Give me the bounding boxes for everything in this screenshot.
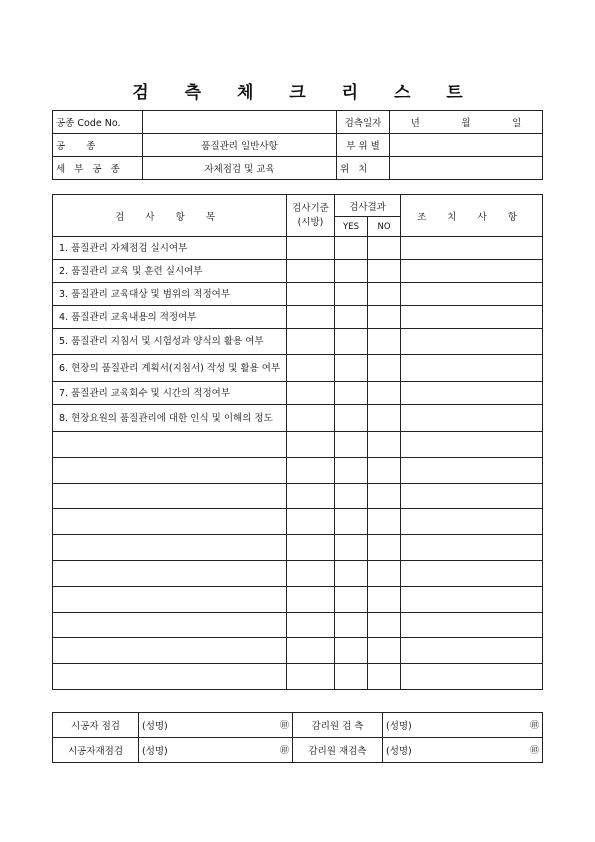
item-text bbox=[53, 483, 287, 509]
yes-cell[interactable] bbox=[335, 283, 368, 306]
signature-row-2 bbox=[53, 738, 543, 763]
detail-work-label: 세 부 공 종 bbox=[53, 157, 143, 180]
col-header-result: 검사결과 bbox=[335, 195, 401, 217]
no-cell[interactable] bbox=[368, 237, 401, 260]
contractor-check-label: 시공자 점검 bbox=[53, 713, 139, 738]
date-month[interactable]: 월 bbox=[441, 111, 492, 134]
no-cell[interactable] bbox=[368, 612, 401, 638]
supervisor-reinspect-sign[interactable] bbox=[383, 738, 543, 763]
item-text bbox=[53, 612, 287, 638]
no-cell[interactable] bbox=[368, 260, 401, 283]
table-row bbox=[53, 664, 543, 690]
criteria-cell[interactable] bbox=[287, 664, 335, 690]
page-title: 검 측 체 크 리 스 트 bbox=[132, 83, 478, 103]
col-header-yes: YES bbox=[335, 217, 368, 237]
action-cell[interactable] bbox=[401, 612, 543, 638]
no-cell[interactable] bbox=[368, 355, 401, 382]
supervisor-inspect-sign[interactable] bbox=[383, 713, 543, 738]
table-row bbox=[53, 237, 543, 260]
inspection-date-label: 검측일자 bbox=[337, 111, 390, 134]
criteria-cell[interactable] bbox=[287, 509, 335, 535]
item-text bbox=[53, 586, 287, 612]
yes-cell[interactable] bbox=[335, 664, 368, 690]
criteria-cell[interactable] bbox=[287, 237, 335, 260]
code-value[interactable] bbox=[143, 111, 337, 134]
yes-cell[interactable] bbox=[335, 509, 368, 535]
work-type-value: 품질관리 일반사항 bbox=[143, 134, 337, 157]
criteria-cell[interactable] bbox=[287, 405, 335, 432]
table-row bbox=[53, 382, 543, 405]
yes-cell[interactable] bbox=[335, 612, 368, 638]
item-text: 5. 품질관리 지침서 및 시험성과 양식의 활용 여부 bbox=[53, 329, 287, 355]
item-text: 8. 현장요원의 품질관리에 대한 인식 및 이해의 정도 bbox=[53, 405, 287, 432]
criteria-cell[interactable] bbox=[287, 306, 335, 329]
part-value[interactable] bbox=[390, 134, 543, 157]
contractor-recheck-sign[interactable] bbox=[139, 738, 293, 763]
checklist-table bbox=[52, 194, 543, 690]
detail-work-value: 자체점검 및 교육 bbox=[143, 157, 337, 180]
criteria-cell[interactable] bbox=[287, 382, 335, 405]
action-cell[interactable] bbox=[401, 457, 543, 483]
table-row bbox=[53, 432, 543, 458]
no-cell[interactable] bbox=[368, 586, 401, 612]
item-text: 4. 품질관리 교육내용의 적정여부 bbox=[53, 306, 287, 329]
item-text bbox=[53, 457, 287, 483]
action-cell[interactable] bbox=[401, 405, 543, 432]
item-text: 1. 품질관리 자체점검 실시여부 bbox=[53, 237, 287, 260]
seal-icon: ㊞ bbox=[529, 746, 539, 756]
table-row bbox=[53, 535, 543, 561]
location-label: 위 치 bbox=[337, 157, 390, 180]
col-header-action: 조 치 사 항 bbox=[401, 195, 543, 237]
no-cell[interactable] bbox=[368, 329, 401, 355]
action-cell[interactable] bbox=[401, 560, 543, 586]
table-row bbox=[53, 405, 543, 432]
criteria-cell[interactable] bbox=[287, 560, 335, 586]
seal-icon: ㊞ bbox=[279, 746, 289, 756]
date-day[interactable]: 일 bbox=[492, 111, 543, 134]
yes-cell[interactable] bbox=[335, 260, 368, 283]
criteria-sub-label: (시방) bbox=[297, 216, 324, 228]
criteria-cell[interactable] bbox=[287, 355, 335, 382]
item-text: 6. 현장의 품질관리 계획서(지침서) 작성 및 활용 여부 bbox=[53, 355, 287, 382]
col-header-criteria bbox=[287, 195, 335, 237]
action-cell[interactable] bbox=[401, 329, 543, 355]
col-header-no: NO bbox=[368, 217, 401, 237]
table-row bbox=[53, 560, 543, 586]
work-type-label: 공 종 bbox=[53, 134, 143, 157]
no-cell[interactable] bbox=[368, 283, 401, 306]
action-cell[interactable] bbox=[401, 237, 543, 260]
action-cell[interactable] bbox=[401, 638, 543, 664]
item-text bbox=[53, 664, 287, 690]
yes-cell[interactable] bbox=[335, 405, 368, 432]
no-cell[interactable] bbox=[368, 382, 401, 405]
no-cell[interactable] bbox=[368, 483, 401, 509]
item-text bbox=[53, 535, 287, 561]
contractor-recheck-label: 시공자재점검 bbox=[53, 738, 139, 763]
code-label: 공종 Code No. bbox=[53, 111, 143, 134]
sign-name-label: (성명) bbox=[142, 721, 168, 732]
yes-cell[interactable] bbox=[335, 638, 368, 664]
table-row bbox=[53, 638, 543, 664]
no-cell[interactable] bbox=[368, 638, 401, 664]
yes-cell[interactable] bbox=[335, 329, 368, 355]
action-cell[interactable] bbox=[401, 382, 543, 405]
action-cell[interactable] bbox=[401, 586, 543, 612]
criteria-cell[interactable] bbox=[287, 483, 335, 509]
item-text: 3. 품질관리 교육대상 및 범위의 적정여부 bbox=[53, 283, 287, 306]
yes-cell[interactable] bbox=[335, 432, 368, 458]
seal-icon: ㊞ bbox=[529, 721, 539, 731]
table-row bbox=[53, 260, 543, 283]
item-text: 2. 품질관리 교육 및 훈련 실시여부 bbox=[53, 260, 287, 283]
table-row bbox=[53, 283, 543, 306]
action-cell[interactable] bbox=[401, 355, 543, 382]
location-value[interactable] bbox=[390, 157, 543, 180]
no-cell[interactable] bbox=[368, 560, 401, 586]
criteria-cell[interactable] bbox=[287, 535, 335, 561]
sign-name-label: (성명) bbox=[386, 721, 412, 732]
col-header-item: 검 사 항 목 bbox=[53, 195, 287, 237]
no-cell[interactable] bbox=[368, 535, 401, 561]
supervisor-inspect-label: 감리원 검 측 bbox=[293, 713, 383, 738]
criteria-cell[interactable] bbox=[287, 612, 335, 638]
table-row bbox=[53, 612, 543, 638]
item-text bbox=[53, 560, 287, 586]
action-cell[interactable] bbox=[401, 664, 543, 690]
table-row bbox=[53, 457, 543, 483]
yes-cell[interactable] bbox=[335, 535, 368, 561]
criteria-cell[interactable] bbox=[287, 457, 335, 483]
yes-cell[interactable] bbox=[335, 355, 368, 382]
table-row bbox=[53, 509, 543, 535]
header-row-detail bbox=[53, 157, 543, 180]
yes-cell[interactable] bbox=[335, 560, 368, 586]
part-label: 부 위 별 bbox=[337, 134, 390, 157]
yes-cell[interactable] bbox=[335, 382, 368, 405]
header-row-work-type bbox=[53, 134, 543, 157]
yes-cell[interactable] bbox=[335, 306, 368, 329]
criteria-label: 검사기준 bbox=[292, 202, 329, 214]
yes-cell[interactable] bbox=[335, 483, 368, 509]
action-cell[interactable] bbox=[401, 283, 543, 306]
item-text: 7. 품질관리 교육회수 및 시간의 적정여부 bbox=[53, 382, 287, 405]
date-year[interactable]: 년 bbox=[390, 111, 441, 134]
criteria-cell[interactable] bbox=[287, 432, 335, 458]
contractor-check-sign[interactable] bbox=[139, 713, 293, 738]
table-row bbox=[53, 306, 543, 329]
criteria-cell[interactable] bbox=[287, 283, 335, 306]
no-cell[interactable] bbox=[368, 664, 401, 690]
seal-icon: ㊞ bbox=[279, 721, 289, 731]
no-cell[interactable] bbox=[368, 432, 401, 458]
criteria-cell[interactable] bbox=[287, 586, 335, 612]
action-cell[interactable] bbox=[401, 509, 543, 535]
signature-row-1 bbox=[53, 713, 543, 738]
item-text bbox=[53, 432, 287, 458]
action-cell[interactable] bbox=[401, 306, 543, 329]
yes-cell[interactable] bbox=[335, 586, 368, 612]
criteria-cell[interactable] bbox=[287, 329, 335, 355]
action-cell[interactable] bbox=[401, 432, 543, 458]
header-row-code bbox=[53, 111, 543, 134]
item-text bbox=[53, 638, 287, 664]
supervisor-reinspect-label: 감리원 재검측 bbox=[293, 738, 383, 763]
header-table bbox=[52, 110, 543, 180]
yes-cell[interactable] bbox=[335, 237, 368, 260]
sign-name-label: (성명) bbox=[142, 746, 168, 757]
criteria-cell[interactable] bbox=[287, 638, 335, 664]
criteria-cell[interactable] bbox=[287, 260, 335, 283]
action-cell[interactable] bbox=[401, 260, 543, 283]
signature-table bbox=[52, 712, 543, 763]
yes-cell[interactable] bbox=[335, 457, 368, 483]
table-row bbox=[53, 355, 543, 382]
item-text bbox=[53, 509, 287, 535]
no-cell[interactable] bbox=[368, 405, 401, 432]
sign-name-label: (성명) bbox=[386, 746, 412, 757]
action-cell[interactable] bbox=[401, 483, 543, 509]
no-cell[interactable] bbox=[368, 306, 401, 329]
no-cell[interactable] bbox=[368, 509, 401, 535]
action-cell[interactable] bbox=[401, 535, 543, 561]
no-cell[interactable] bbox=[368, 457, 401, 483]
table-row bbox=[53, 329, 543, 355]
table-row bbox=[53, 483, 543, 509]
table-row bbox=[53, 586, 543, 612]
